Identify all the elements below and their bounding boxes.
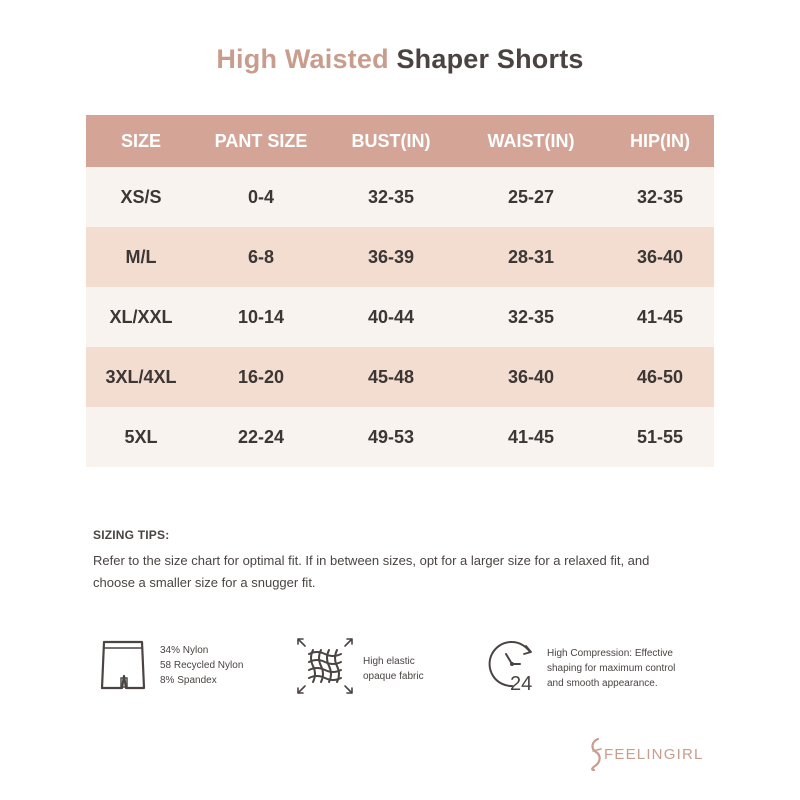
cell-size: 5XL [86,407,196,467]
feature-compression [486,638,716,698]
feature-material [100,636,280,696]
size-chart-table [86,115,714,467]
sizing-tips-text [93,550,713,594]
cell-pant-size: 10-14 [196,287,326,347]
sizing-tips-line: choose a smaller size for a snugger fit. [93,575,316,590]
table-row [86,407,714,467]
compression-line: and smooth appearance. [547,678,658,689]
compression-line: shaping for maximum control [547,663,676,674]
title-main: Shaper Shorts [396,44,584,74]
cell-bust: 40-44 [326,287,456,347]
cell-size: M/L [86,227,196,287]
cell-hip: 46-50 [606,347,714,407]
table-header-row [86,115,714,167]
table-row [86,287,714,347]
title-accent: High Waisted [216,44,389,74]
cell-waist: 36-40 [456,347,606,407]
cell-bust: 49-53 [326,407,456,467]
fabric-line: opaque fabric [363,671,424,682]
cell-bust: 45-48 [326,347,456,407]
cell-hip: 36-40 [606,227,714,287]
cell-hip: 32-35 [606,167,714,227]
header-size: SIZE [86,115,196,167]
feelingirl-logo-icon [589,737,603,771]
header-hip: HIP(IN) [606,115,714,167]
cell-hip: 41-45 [606,287,714,347]
cell-waist: 25-27 [456,167,606,227]
cell-bust: 32-35 [326,167,456,227]
cell-pant-size: 0-4 [196,167,326,227]
header-pant-size: PANT SIZE [196,115,326,167]
cell-size: XL/XXL [86,287,196,347]
cell-pant-size: 6-8 [196,227,326,287]
clock-24-label: 24 [510,673,533,694]
cell-size: 3XL/4XL [86,347,196,407]
cell-waist: 41-45 [456,407,606,467]
elastic-fabric-icon [295,636,355,696]
page-title [0,44,800,75]
sizing-tips-heading: SIZING TIPS: [93,528,170,542]
cell-waist: 28-31 [456,227,606,287]
cell-bust: 36-39 [326,227,456,287]
feature-fabric [295,636,465,696]
fabric-line: High elastic [363,656,415,667]
sizing-tips-line: Refer to the size chart for optimal fit. If in between sizes, opt for a larger size for a relaxed fit, and [93,553,650,568]
material-line: 58 Recycled Nylon [160,660,244,671]
material-line: 8% Spandex [160,675,217,686]
table-row [86,167,714,227]
header-bust: BUST(IN) [326,115,456,167]
clock-24-icon [486,638,542,694]
cell-waist: 32-35 [456,287,606,347]
compression-line: High Compression: Effective [547,648,673,659]
material-line: 34% Nylon [160,645,209,656]
cell-pant-size: 22-24 [196,407,326,467]
cell-size: XS/S [86,167,196,227]
table-row [86,227,714,287]
table-row [86,347,714,407]
header-waist: WAIST(IN) [456,115,606,167]
shorts-icon [100,636,148,692]
brand-name: FEELINGIRL [604,746,704,763]
cell-hip: 51-55 [606,407,714,467]
cell-pant-size: 16-20 [196,347,326,407]
